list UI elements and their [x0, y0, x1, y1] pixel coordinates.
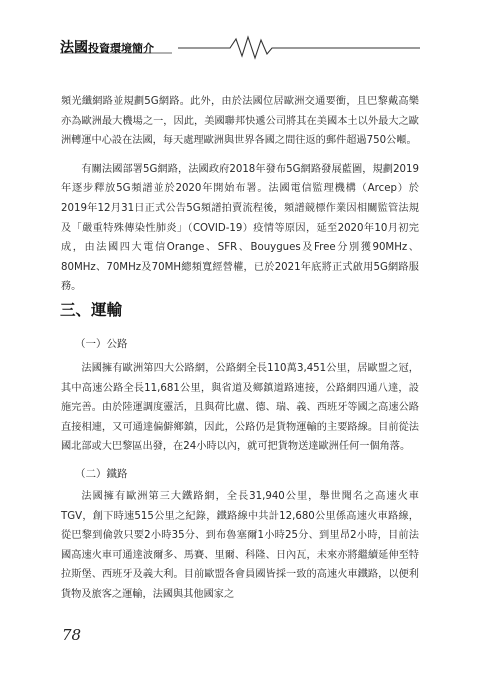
header-title-sub: 投資環境簡介 [88, 42, 154, 55]
page-number: 78 [62, 626, 82, 644]
subsection-heading-highway: （一）公路 [75, 338, 128, 350]
intro-paragraph-1: 頻光纖網路並規劃5G網路。此外，由於法國位居歐洲交通要衝，且巴黎戴高樂亦為歐洲最大機場之一，因此，美國聯邦快遞公司將其在美國本土以外最大之歐洲轉運中心設在法國，每天處理歐洲與世界各國之間往返的郵件超過750公噸。 [61, 96, 419, 147]
subsection-text-highway: 法國擁有歐洲第四大公路網，公路網全長110萬3,451公里，居歐盟之冠，其中高速公路全長11,681公里，與省道及鄉鎮道路連接，公路網四通八達，設施完善。由於陸運調度靈活，且與荷比盧、德、瑞、義、西班牙等國之高速公路直接相連，又可通達偏僻鄉鎮，因此，公路仍是貨物運輸的主要路線。目前從法國北部或大巴黎區出發，在24小時以內，就可把貨物送達歐洲任何一個角落。 [61, 363, 419, 453]
intro-text [61, 92, 419, 297]
page-header [60, 34, 420, 60]
intro-paragraph-2: 有關法國部署5G網路，法國政府2018年發布5G網路發展藍圖，規劃2019年逐步釋放5G頻譜並於2020年開始布署。法國電信監理機構（Arcep）於2019年12月31日正式公告5G頻譜拍賣流程後，頻譜競標作業因相關監管法規及「嚴重特殊傳染性肺炎」（COVID-19）疫情等原因，延至2020年10月初完成，由法國四大電信Orange、SFR、Bouygues及Free分別獲90MHz、80MHz、70MHz及70MH總頻寬經營權，已於2021年底將正式啟用5G網路服務。 [61, 163, 419, 293]
subsection-text-railway: 法國擁有歐洲第三大鐵路網，全長31,940公里，舉世聞名之高速火車TGV，創下時速515公里之紀錄，鐵路線中共計12,680公里係高速火車路線，從巴黎到倫敦只要2小時35分、到布魯塞爾1小時25分、到里昂2小時，目前法國高速火車可通達波爾多、馬賽、里爾、科隆、日內瓦，未來亦將繼續延伸至特拉斯堡、西班牙及義大利。目前歐盟各會員國皆採一致的高速火車鐵路，以便利貨物及旅客之運輸，法國與其他國家之 [61, 491, 419, 600]
header-title-main: 法國 [60, 40, 88, 56]
header-title [60, 37, 154, 57]
section-title: 三、運輸 [60, 300, 123, 319]
subsection-heading-railway: （二）鐵路 [75, 468, 128, 480]
